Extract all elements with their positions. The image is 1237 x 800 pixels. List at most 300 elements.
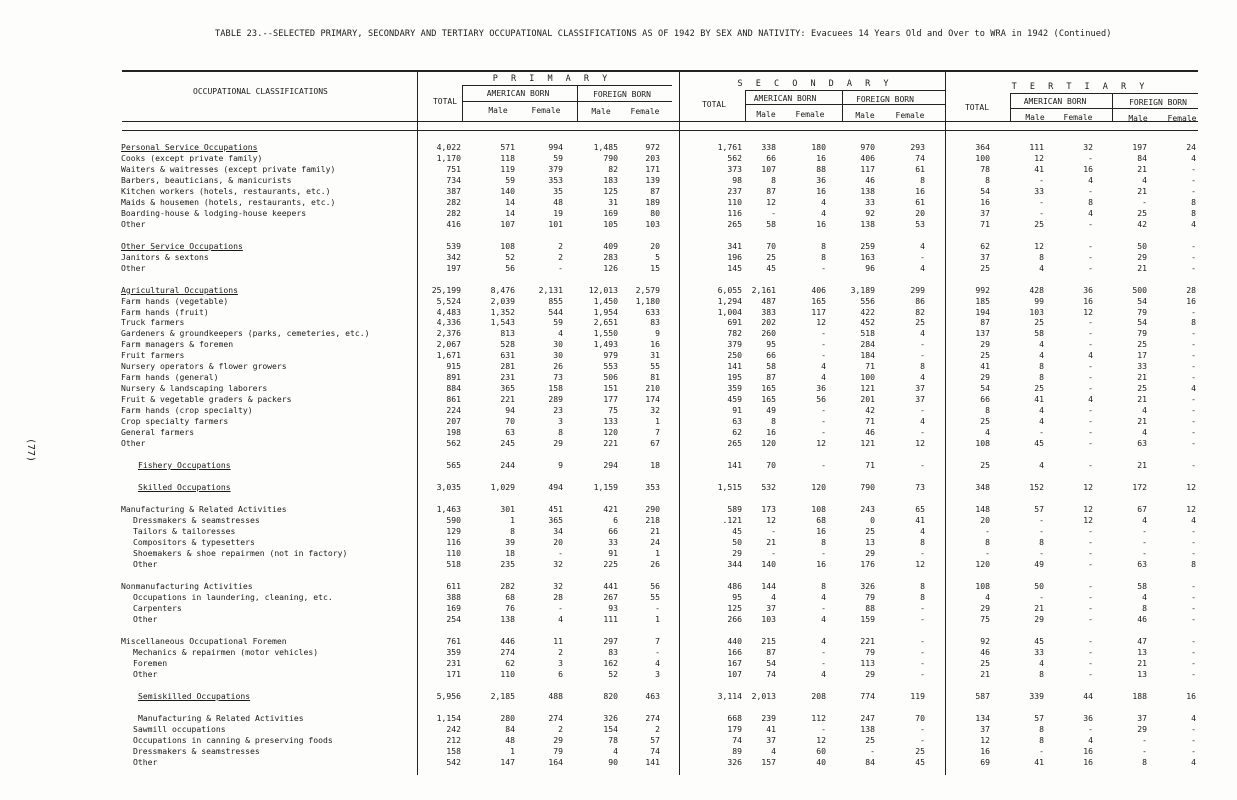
cell-value: 260: [761, 328, 776, 339]
cell-value: 282: [446, 196, 461, 207]
cell-value: 138: [500, 613, 515, 624]
cell-value: 4: [1191, 152, 1196, 163]
cell-value: 25: [865, 734, 875, 745]
cell-value: 4: [821, 207, 826, 218]
cell-value: 4: [1088, 393, 1093, 404]
row-label: Sawmill occupations: [133, 723, 226, 734]
table-row: [0, 691, 1237, 702]
cell-value: 422: [860, 306, 875, 317]
cell-value: -: [920, 635, 925, 646]
table-row: [0, 669, 1237, 680]
cell-value: 65: [915, 504, 925, 514]
cell-value: 116: [446, 536, 461, 547]
cell-value: 12: [816, 317, 826, 328]
cell-value: 18: [505, 547, 515, 558]
cell-value: 71: [980, 218, 990, 229]
cell-value: 441: [603, 580, 618, 591]
cell-value: 12: [1034, 240, 1044, 251]
cell-value: 4: [1191, 756, 1196, 767]
cell-value: 83: [650, 317, 660, 328]
cell-value: 105: [603, 218, 618, 229]
cell-value: 201: [860, 393, 875, 404]
cell-value: 88: [816, 163, 826, 174]
cell-value: -: [1191, 372, 1196, 383]
cell-value: 121: [860, 383, 875, 393]
table-row: [0, 175, 1237, 186]
cell-value: 40: [816, 756, 826, 767]
cell-value: 101: [548, 218, 563, 229]
cell-value: 188: [1132, 690, 1147, 701]
cell-value: 91: [732, 404, 742, 415]
cell-value: 406: [860, 152, 875, 163]
cell-value: 165: [761, 383, 776, 393]
cell-value: 41: [1034, 756, 1044, 767]
cell-value: 62: [980, 240, 990, 251]
cell-value: 13: [1137, 646, 1147, 657]
cell-value: 2,067: [436, 339, 461, 350]
cell-value: 12: [1034, 152, 1044, 163]
cell-value: 79: [1137, 306, 1147, 317]
cell-value: 57: [1034, 712, 1044, 723]
cell-value: 74: [766, 668, 776, 679]
cell-value: 1: [510, 515, 515, 525]
cell-value: 365: [500, 383, 515, 393]
cell-value: 565: [446, 459, 461, 470]
cell-value: 12: [766, 196, 776, 207]
cell-value: 8: [920, 591, 925, 602]
cell-value: 165: [811, 295, 826, 306]
cell-value: 54: [766, 657, 776, 668]
cell-value: -: [1191, 306, 1196, 317]
row-label: Crop specialty farmers: [121, 415, 229, 426]
cell-value: 76: [505, 602, 515, 613]
cell-value: 96: [865, 262, 875, 273]
cell-value: 861: [446, 393, 461, 404]
cell-value: 24: [1186, 142, 1196, 152]
cell-value: 16: [816, 525, 826, 536]
cell-value: 979: [603, 350, 618, 361]
cell-value: 48: [505, 734, 515, 745]
cell-value: 221: [500, 393, 515, 404]
row-label: Farm hands (crop specialty): [121, 404, 253, 415]
row-label: Farm hands (general): [121, 372, 219, 383]
cell-value: 194: [975, 306, 990, 317]
row-label: Compositors & typesetters: [133, 536, 255, 547]
cell-value: -: [1191, 163, 1196, 174]
cell-value: -: [1142, 547, 1147, 558]
table-row: [0, 735, 1237, 746]
cell-value: 8: [821, 580, 826, 591]
cell-value: 21: [1137, 459, 1147, 470]
cell-value: 486: [727, 580, 742, 591]
cell-value: 113: [860, 657, 875, 668]
row-label: Nursery & landscaping laborers: [121, 383, 268, 393]
cell-value: 37: [766, 734, 776, 745]
cell-value: 148: [975, 504, 990, 514]
cell-value: 409: [603, 240, 618, 251]
cell-value: 32: [650, 404, 660, 415]
table-row: [0, 416, 1237, 427]
table-row: [0, 581, 1237, 592]
cell-value: 39: [505, 536, 515, 547]
cell-value: -: [920, 459, 925, 470]
cell-value: 2: [655, 723, 660, 734]
cell-value: 691: [727, 317, 742, 328]
cell-value: 88: [865, 602, 875, 613]
cell-value: 12,013: [588, 284, 618, 295]
cell-value: 29: [1137, 251, 1147, 262]
cell-value: 134: [975, 712, 990, 723]
cell-value: 147: [500, 756, 515, 767]
row-label: Other: [133, 756, 158, 767]
row-label: Shoemakers & shoe repairmen (not in factory): [133, 547, 348, 558]
row-label: Farm managers & foremen: [121, 339, 234, 350]
cell-value: 198: [446, 426, 461, 437]
cell-value: 3,114: [717, 690, 742, 701]
cell-value: 34: [553, 525, 563, 536]
cell-value: -: [1191, 339, 1196, 350]
cell-value: -: [1039, 547, 1044, 558]
cell-value: 4: [558, 328, 563, 339]
table-row: [0, 559, 1237, 570]
cell-value: 1,294: [717, 295, 742, 306]
cell-value: 16: [980, 745, 990, 756]
cell-value: 668: [727, 712, 742, 723]
cell-value: 231: [500, 372, 515, 383]
cell-value: 91: [608, 547, 618, 558]
cell-value: 8: [985, 174, 990, 185]
cell-value: -: [920, 723, 925, 734]
cell-value: 556: [860, 295, 875, 306]
cell-value: 16: [1083, 745, 1093, 756]
cell-value: 32: [553, 558, 563, 569]
cell-value: 388: [446, 591, 461, 602]
cell-value: 37: [980, 251, 990, 262]
cell-value: 68: [816, 515, 826, 525]
cell-value: 31: [608, 196, 618, 207]
cell-value: 71: [865, 361, 875, 372]
cell-value: 4: [1039, 657, 1044, 668]
row-label: Farm hands (fruit): [121, 306, 209, 317]
row-label: Other: [133, 613, 158, 624]
table-row: [0, 241, 1237, 252]
cell-value: 8: [920, 174, 925, 185]
cell-value: 326: [603, 712, 618, 723]
row-label: Occupations in canning & preserving foods: [133, 734, 333, 745]
cell-value: 11: [553, 635, 563, 646]
cell-value: -: [1088, 635, 1093, 646]
cell-value: 17: [1137, 350, 1147, 361]
row-label: Other: [133, 668, 158, 679]
row-label: Kitchen workers (hotels, restaurants, etc.): [121, 185, 331, 196]
cell-value: 8: [821, 240, 826, 251]
cell-value: 25: [1034, 218, 1044, 229]
cell-value: -: [1191, 668, 1196, 679]
cell-value: 297: [603, 635, 618, 646]
row-label: Other: [133, 558, 158, 569]
cell-value: 1,463: [436, 504, 461, 514]
cell-value: 373: [727, 163, 742, 174]
cell-value: 41: [915, 515, 925, 525]
cell-value: 173: [761, 504, 776, 514]
cell-value: 82: [915, 306, 925, 317]
cell-value: 87: [650, 185, 660, 196]
cell-value: 500: [1132, 284, 1147, 295]
cell-value: -: [1191, 415, 1196, 426]
row-label: Agricultural Occupations: [121, 284, 238, 295]
cell-value: 9: [655, 328, 660, 339]
cell-value: 93: [608, 602, 618, 613]
cell-value: 202: [761, 317, 776, 328]
cell-value: 63: [732, 415, 742, 426]
cell-value: 25: [980, 415, 990, 426]
cell-value: 61: [915, 163, 925, 174]
t-american-born-header: AMERICAN BORN: [1023, 97, 1087, 106]
cell-value: -: [821, 262, 826, 273]
cell-value: 92: [865, 207, 875, 218]
cell-value: 364: [975, 142, 990, 152]
cell-value: 4: [920, 372, 925, 383]
cell-value: 84: [505, 723, 515, 734]
cell-value: 90: [608, 756, 618, 767]
cell-value: 970: [860, 142, 875, 152]
cell-value: 16: [1186, 690, 1196, 701]
cell-value: -: [1191, 426, 1196, 437]
cell-value: 2: [558, 646, 563, 657]
cell-value: 4: [821, 196, 826, 207]
s-ab-male: Male: [756, 110, 776, 119]
cell-value: 571: [500, 142, 515, 152]
cell-value: 326: [727, 756, 742, 767]
cell-value: 67: [650, 437, 660, 448]
cell-value: 250: [727, 350, 742, 361]
table-row: [0, 252, 1237, 263]
row-label: Nonmanufacturing Activities: [121, 580, 253, 591]
cell-value: -: [821, 602, 826, 613]
cell-value: 70: [766, 459, 776, 470]
cell-value: 117: [811, 306, 826, 317]
cell-value: 820: [603, 690, 618, 701]
cell-value: 1,543: [490, 317, 515, 328]
cell-value: 33: [1034, 185, 1044, 196]
cell-value: 2,579: [635, 284, 660, 295]
cell-value: -: [1088, 591, 1093, 602]
cell-value: 4: [771, 591, 776, 602]
cell-value: 25,199: [431, 284, 461, 295]
cell-value: 195: [727, 372, 742, 383]
cell-value: 532: [761, 481, 776, 492]
row-label: Janitors & sextons: [121, 251, 209, 262]
cell-value: 218: [645, 515, 660, 525]
row-label: Maids & housemen (hotels, restaurants, etc.): [121, 196, 336, 207]
cell-value: 55: [650, 361, 660, 372]
cell-value: 16: [980, 196, 990, 207]
cell-value: 4: [1088, 734, 1093, 745]
row-label: Foremen: [133, 657, 168, 668]
cell-value: 167: [727, 657, 742, 668]
cell-value: -: [1191, 350, 1196, 361]
cell-value: 16: [816, 218, 826, 229]
cell-value: 138: [860, 185, 875, 196]
cell-value: 189: [645, 196, 660, 207]
cell-value: 46: [865, 426, 875, 437]
cell-value: 50: [732, 536, 742, 547]
s-foreign-born-header: FOREIGN BORN: [856, 95, 914, 104]
row-label: Occupations in laundering, cleaning, etc.: [133, 591, 333, 602]
cell-value: 21: [980, 668, 990, 679]
cell-value: -: [1088, 580, 1093, 591]
cell-value: 66: [980, 393, 990, 404]
cell-value: 49: [766, 404, 776, 415]
primary-total-header: TOTAL: [432, 97, 458, 106]
cell-value: -: [1039, 745, 1044, 756]
cell-value: -: [920, 657, 925, 668]
cell-value: 4: [920, 415, 925, 426]
cell-value: 506: [603, 372, 618, 383]
cell-value: 379: [548, 163, 563, 174]
table-row: [0, 339, 1237, 350]
table-row: [0, 263, 1237, 274]
cell-value: 18: [650, 459, 660, 470]
cell-value: -: [1191, 723, 1196, 734]
cell-value: 15: [650, 262, 660, 273]
cell-value: 8: [1039, 668, 1044, 679]
cell-value: -: [985, 547, 990, 558]
cell-value: 294: [603, 459, 618, 470]
cell-value: 84: [1137, 152, 1147, 163]
cell-value: 8: [1191, 558, 1196, 569]
cell-value: -: [1088, 525, 1093, 536]
cell-value: 74: [915, 152, 925, 163]
cell-value: -: [821, 646, 826, 657]
t-foreign-born-header: FOREIGN BORN: [1129, 98, 1187, 107]
cell-value: 56: [816, 393, 826, 404]
cell-value: -: [1191, 240, 1196, 251]
cell-value: 166: [727, 646, 742, 657]
cell-value: 151: [603, 383, 618, 393]
table-row: [0, 208, 1237, 219]
cell-value: 8: [1088, 196, 1093, 207]
row-label: Manufacturing & Related Activities: [138, 712, 304, 723]
cell-value: 247: [860, 712, 875, 723]
cell-value: 254: [446, 613, 461, 624]
table-row: [0, 504, 1237, 515]
cell-value: 58: [766, 361, 776, 372]
cell-value: -: [1191, 459, 1196, 470]
cell-value: 87: [766, 372, 776, 383]
cell-value: 282: [500, 580, 515, 591]
stub-header: OCCUPATIONAL CLASSIFICATIONS: [193, 87, 328, 96]
cell-value: 1,352: [490, 306, 515, 317]
cell-value: 4,336: [436, 317, 461, 328]
s-ab-female: Female: [795, 110, 825, 119]
cell-value: -: [1088, 185, 1093, 196]
cell-value: -: [1142, 734, 1147, 745]
cell-value: 25: [980, 350, 990, 361]
cell-value: 87: [980, 317, 990, 328]
cell-value: 74: [650, 745, 660, 756]
cell-value: 8: [821, 251, 826, 262]
cell-value: -: [821, 723, 826, 734]
row-label: Dressmakers & seamstresses: [133, 515, 260, 525]
cell-value: 8: [1142, 756, 1147, 767]
cell-value: 140: [761, 558, 776, 569]
cell-value: 37: [915, 383, 925, 393]
cell-value: 4: [1088, 207, 1093, 218]
cell-value: 63: [505, 426, 515, 437]
cell-value: 63: [1137, 437, 1147, 448]
cell-value: -: [821, 459, 826, 470]
cell-value: -: [1088, 602, 1093, 613]
cell-value: 20: [650, 240, 660, 251]
cell-value: 152: [1029, 481, 1044, 492]
cell-value: -: [821, 404, 826, 415]
cell-value: 8,476: [490, 284, 515, 295]
cell-value: 117: [860, 163, 875, 174]
cell-value: -: [1088, 218, 1093, 229]
table-row: [0, 647, 1237, 658]
cell-value: 19: [553, 207, 563, 218]
cell-value: 8: [1039, 723, 1044, 734]
cell-value: 74: [732, 734, 742, 745]
cell-value: 289: [548, 393, 563, 404]
cell-value: 208: [811, 690, 826, 701]
cell-value: -: [1191, 591, 1196, 602]
cell-value: 5,524: [436, 295, 461, 306]
cell-value: -: [1088, 657, 1093, 668]
cell-value: 29: [865, 547, 875, 558]
cell-value: -: [920, 602, 925, 613]
cell-value: -: [1191, 635, 1196, 646]
cell-value: 590: [446, 515, 461, 525]
cell-value: 243: [860, 504, 875, 514]
cell-value: -: [1191, 328, 1196, 339]
cell-value: 70: [766, 240, 776, 251]
cell-value: -: [1088, 613, 1093, 624]
cell-value: 112: [811, 712, 826, 723]
cell-value: 751: [446, 163, 461, 174]
cell-value: -: [821, 328, 826, 339]
cell-value: 463: [645, 690, 660, 701]
table-row: [0, 197, 1237, 208]
cell-value: 108: [975, 437, 990, 448]
cell-value: -: [771, 207, 776, 218]
cell-value: 1: [655, 547, 660, 558]
table-row: [0, 592, 1237, 603]
cell-value: 183: [603, 174, 618, 185]
cell-value: 4: [920, 262, 925, 273]
cell-value: 141: [727, 459, 742, 470]
cell-value: -: [821, 657, 826, 668]
cell-value: -: [1088, 426, 1093, 437]
cell-value: -: [1191, 361, 1196, 372]
cell-value: 4: [821, 668, 826, 679]
cell-value: 12: [1083, 515, 1093, 525]
cell-value: 1,170: [436, 152, 461, 163]
cell-value: 338: [761, 142, 776, 152]
cell-value: 69: [980, 756, 990, 767]
cell-value: 4,483: [436, 306, 461, 317]
cell-value: 8: [558, 426, 563, 437]
cell-value: 4: [1088, 350, 1093, 361]
cell-value: 284: [860, 339, 875, 350]
cell-value: 23: [553, 404, 563, 415]
cell-value: 25: [1137, 339, 1147, 350]
cell-value: 83: [608, 646, 618, 657]
cell-value: 163: [860, 251, 875, 262]
cell-value: 103: [761, 613, 776, 624]
cell-value: -: [1088, 361, 1093, 372]
